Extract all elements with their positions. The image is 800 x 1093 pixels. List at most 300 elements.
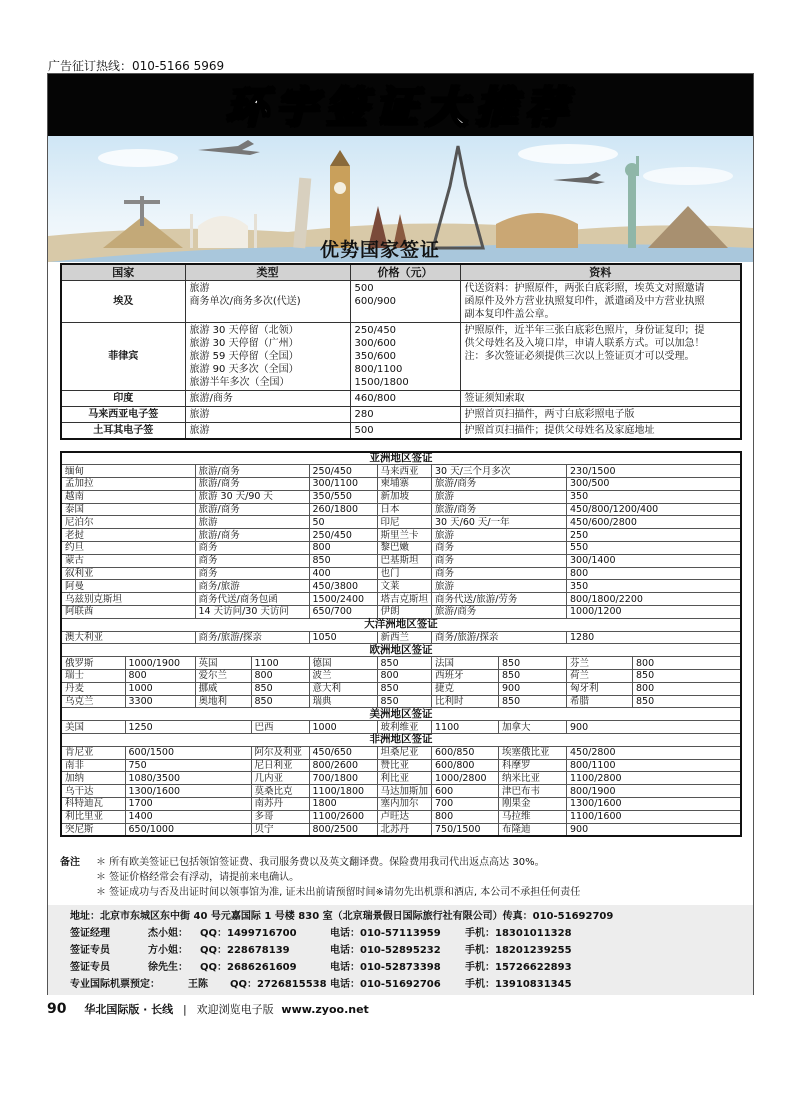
table-cell: 450/3800	[309, 580, 377, 593]
table-cell: 新加坡	[377, 490, 432, 503]
contact-row	[48, 942, 753, 959]
table-cell: 丹麦	[61, 682, 125, 695]
contact-tel: 电话：010-52873398	[330, 962, 441, 973]
table-cell: 1100/2600	[309, 810, 377, 823]
table-cell: 西班牙	[432, 670, 499, 683]
table-cell: 1500/2400	[309, 593, 377, 606]
table-cell: 900	[499, 682, 567, 695]
table-cell: 老挝	[61, 529, 195, 542]
table-cell: 旅游/商务	[195, 503, 309, 516]
airplane-icon	[198, 140, 260, 155]
note-item: ＊ 签证价格经常会有浮动，请提前来电确认。	[96, 872, 300, 883]
country-cell: 土耳其电子签	[61, 423, 185, 440]
table-row	[61, 542, 741, 555]
types-cell	[185, 423, 350, 440]
table-cell: 800/2600	[309, 759, 377, 772]
table-row	[61, 606, 741, 619]
contact-name: 方小姐：	[148, 945, 188, 956]
types-cell	[185, 407, 350, 423]
table-row	[61, 785, 741, 798]
table-row	[61, 529, 741, 542]
table-cell: 800	[432, 810, 499, 823]
region-header-row	[61, 618, 741, 631]
table-row	[61, 465, 741, 478]
table-cell: 650/700	[309, 606, 377, 619]
types-line: 商务单次/商务多次(代送)	[189, 296, 301, 307]
materials-cell	[460, 407, 741, 423]
notes	[60, 855, 580, 900]
contact-mobile: 手机：15726622893	[465, 962, 572, 973]
types-line: 旅游	[189, 283, 210, 294]
table-cell: 750/1500	[432, 823, 499, 836]
region-title: 非洲地区签证	[61, 734, 741, 747]
table-row	[61, 682, 741, 695]
table-cell: 800/1900	[567, 785, 741, 798]
contact-name: 杰小姐：	[148, 928, 188, 939]
table-cell: 850	[251, 695, 309, 708]
table-cell: 捷克	[432, 682, 499, 695]
table-header-row	[61, 264, 741, 281]
table-cell: 600	[432, 785, 499, 798]
table-cell: 850	[633, 695, 741, 708]
table-row	[61, 391, 741, 407]
materials-line: 护照首页扫描件；提供父母姓名及家庭地址	[464, 425, 655, 436]
prices-line: 300/600	[354, 338, 397, 349]
table-cell: 400	[309, 567, 377, 580]
table-cell: 商务	[195, 554, 309, 567]
contact-address: 地址：北京市东城区东中街 40 号元嘉国际 1 号楼 830 室（北京瑞景假日国际旅行社有限公司）传真：010-51692709	[70, 911, 614, 922]
table-row	[61, 746, 741, 759]
table-cell: 印尼	[377, 516, 432, 529]
table-cell: 奥地利	[195, 695, 251, 708]
table-cell: 多哥	[251, 810, 309, 823]
table-cell: 800/1800/2200	[567, 593, 741, 606]
table-cell: 550	[567, 542, 741, 555]
table-cell: 俄罗斯	[61, 657, 125, 670]
separator: |	[183, 1003, 187, 1016]
table-cell: 700/1800	[309, 772, 377, 785]
table-cell: 旅游 30 天/90 天	[195, 490, 309, 503]
table-cell: 1280	[567, 631, 741, 644]
region-title: 美洲地区签证	[61, 708, 741, 721]
prices-line: 460/800	[354, 393, 397, 404]
table-cell: 850	[309, 554, 377, 567]
table-cell: 缅甸	[61, 465, 195, 478]
table-cell: 澳大利亚	[61, 631, 195, 644]
contact-name: 徐先生：	[148, 962, 188, 973]
types-line: 旅游 59 天停留（全国）	[189, 351, 299, 362]
table-cell: 850	[499, 657, 567, 670]
table-cell: 1100	[251, 657, 309, 670]
types-line: 旅游	[189, 425, 210, 436]
table-cell: 加拿大	[499, 721, 567, 734]
table-cell: 1300/1600	[125, 785, 251, 798]
contact-role: 签证经理	[70, 928, 110, 939]
contact-mobile: 手机：18301011328	[465, 928, 572, 939]
table-cell: 800	[567, 567, 741, 580]
table-row	[61, 567, 741, 580]
table-cell: 1100/1800	[309, 785, 377, 798]
table-cell: 法国	[432, 657, 499, 670]
table-cell: 尼日利亚	[251, 759, 309, 772]
types-line: 旅游半年多次（全国）	[189, 377, 290, 388]
banner-title: 环宇签证大推荐	[225, 83, 576, 132]
table-cell: 商务/旅游/探亲	[432, 631, 567, 644]
table-cell: 商务	[195, 567, 309, 580]
table-cell: 纳米比亚	[499, 772, 567, 785]
table-cell: 巴基斯坦	[377, 554, 432, 567]
note-item: ＊ 所有欧美签证已包括领馆签证费、我司服务费以及英文翻译费。保险费用我司代出返点高达 30%。	[96, 857, 545, 868]
table-cell: 约旦	[61, 542, 195, 555]
table-cell: 坦桑尼亚	[377, 746, 432, 759]
table-cell: 商务/旅游/探亲	[195, 631, 309, 644]
table-cell: 南非	[61, 759, 125, 772]
column-header: 价格（元）	[350, 264, 460, 281]
table-cell: 匈牙利	[567, 682, 633, 695]
table-row	[61, 503, 741, 516]
banner	[48, 74, 753, 136]
prices-cell	[350, 281, 460, 323]
prices-cell	[350, 423, 460, 440]
table-cell: 850	[499, 695, 567, 708]
page-number: 90	[47, 1001, 67, 1017]
table-cell: 1080/3500	[125, 772, 251, 785]
table-cell: 250/450	[309, 529, 377, 542]
table-row	[61, 772, 741, 785]
table-cell: 乌干达	[61, 785, 125, 798]
materials-cell	[460, 423, 741, 440]
table-cell: 450/800/1200/400	[567, 503, 741, 516]
table-row	[61, 478, 741, 491]
table-cell: 260/1800	[309, 503, 377, 516]
table-row	[61, 323, 741, 391]
contact-name: 王陈	[188, 979, 208, 990]
table-cell: 300/1400	[567, 554, 741, 567]
region-header-row	[61, 734, 741, 747]
table-cell: 巴西	[251, 721, 309, 734]
column-header: 类型	[185, 264, 350, 281]
table-cell: 蒙古	[61, 554, 195, 567]
types-cell	[185, 281, 350, 323]
table-cell: 莫桑比克	[251, 785, 309, 798]
region-header-row	[61, 644, 741, 657]
table-cell: 850	[633, 670, 741, 683]
table-cell: 商务	[432, 554, 567, 567]
table-cell: 塔吉克斯坦	[377, 593, 432, 606]
table-cell: 爱尔兰	[195, 670, 251, 683]
ad-hotline: 广告征订热线：010-5166 5969	[48, 59, 225, 73]
table-cell: 马达加斯加	[377, 785, 432, 798]
types-cell	[185, 391, 350, 407]
table-cell: 贝宁	[251, 823, 309, 836]
table-row	[61, 593, 741, 606]
contact-qq: QQ：2726815538	[230, 979, 327, 990]
table-cell: 商务代送/商务包函	[195, 593, 309, 606]
table-row	[61, 516, 741, 529]
table-cell: 旅游	[432, 529, 567, 542]
table-cell: 突尼斯	[61, 823, 125, 836]
table-cell: 800	[309, 542, 377, 555]
table-cell: 利比亚	[377, 772, 432, 785]
table-cell: 800	[125, 670, 195, 683]
prices-line: 500	[354, 283, 374, 294]
contact-tel: 电话：010-51692706	[330, 979, 441, 990]
regional-visa-table	[60, 451, 742, 837]
table-cell: 越南	[61, 490, 195, 503]
table-cell: 马拉维	[499, 810, 567, 823]
table-cell: 比利时	[432, 695, 499, 708]
table-cell: 商务	[195, 542, 309, 555]
table-cell: 斯里兰卡	[377, 529, 432, 542]
table-cell: 也门	[377, 567, 432, 580]
country-cell: 菲律宾	[61, 323, 185, 391]
table-cell: 布隆迪	[499, 823, 567, 836]
table-row	[61, 721, 741, 734]
table-cell: 800	[633, 657, 741, 670]
contact-qq: QQ：1499716700	[200, 928, 297, 939]
materials-cell	[460, 281, 741, 323]
table-cell: 刚果金	[499, 798, 567, 811]
contact-row	[48, 959, 753, 976]
table-row	[61, 657, 741, 670]
table-cell: 30 天/60 天/一年	[432, 516, 567, 529]
table-cell: 瑞典	[309, 695, 377, 708]
table-cell: 商务代送/旅游/劳务	[432, 593, 567, 606]
prices-line: 600/900	[354, 296, 397, 307]
table-cell: 塞内加尔	[377, 798, 432, 811]
table-row	[61, 670, 741, 683]
region-header-row	[61, 452, 741, 465]
table-cell: 旅游/商务	[432, 503, 567, 516]
column-header: 国家	[61, 264, 185, 281]
table-cell: 乌克兰	[61, 695, 125, 708]
table-cell: 1700	[125, 798, 251, 811]
website-link[interactable]: www.zyoo.net	[281, 1003, 369, 1016]
country-cell: 马来西亚电子签	[61, 407, 185, 423]
table-cell: 1000/1900	[125, 657, 195, 670]
table-row	[61, 281, 741, 323]
prices-line: 800/1100	[354, 364, 403, 375]
table-cell: 800/1100	[567, 759, 741, 772]
contact-box	[48, 905, 753, 995]
table-row	[61, 695, 741, 708]
table-cell: 黎巴嫩	[377, 542, 432, 555]
table-cell: 1000	[125, 682, 195, 695]
edition-label: 华北国际版 · 长线	[84, 1003, 174, 1016]
table-cell: 1000/2800	[432, 772, 499, 785]
table-cell: 700	[432, 798, 499, 811]
table-cell: 美国	[61, 721, 125, 734]
types-line: 旅游 90 天多次（全国）	[189, 364, 299, 375]
table-row	[61, 631, 741, 644]
contact-role: 签证专员	[70, 962, 110, 973]
table-cell: 350/550	[309, 490, 377, 503]
table-cell: 850	[377, 682, 432, 695]
table-cell: 600/800	[432, 759, 499, 772]
table-cell: 旅游	[432, 580, 567, 593]
table-cell: 荷兰	[567, 670, 633, 683]
table-cell: 旅游/商务	[432, 606, 567, 619]
prices-cell	[350, 323, 460, 391]
note-item: ＊ 签证成功与否及出证时间以领事馆为准, 证未出前请预留时间※请勿先出机票和酒店, 本公司不承担任何责任	[96, 887, 581, 898]
contact-tel: 电话：010-57113959	[330, 928, 441, 939]
materials-line: 代送资料：护照原件，两张白底彩照，埃英文对照邀请	[464, 283, 705, 294]
table-cell: 伊朗	[377, 606, 432, 619]
table-cell: 850	[499, 670, 567, 683]
table-row	[61, 810, 741, 823]
table-cell: 柬埔寨	[377, 478, 432, 491]
table-row	[61, 407, 741, 423]
region-header-row	[61, 708, 741, 721]
table-row	[61, 580, 741, 593]
table-cell: 赞比亚	[377, 759, 432, 772]
table-cell: 意大利	[309, 682, 377, 695]
materials-cell	[460, 323, 741, 391]
contact-row	[48, 925, 753, 942]
notes-label: 备注	[60, 857, 80, 868]
table-cell: 孟加拉	[61, 478, 195, 491]
table-cell: 800	[377, 670, 432, 683]
table-cell: 1000	[309, 721, 377, 734]
region-title: 大洋洲地区签证	[61, 618, 741, 631]
materials-line: 护照原件，近半年三张白底彩色照片，身份证复印；提	[464, 325, 705, 336]
advantage-title: 优势国家签证	[320, 239, 441, 261]
contact-mobile: 手机：18201239255	[465, 945, 572, 956]
table-row	[61, 798, 741, 811]
table-cell: 马来西亚	[377, 465, 432, 478]
table-cell: 文莱	[377, 580, 432, 593]
table-cell: 埃塞俄比亚	[499, 746, 567, 759]
table-cell: 3300	[125, 695, 195, 708]
table-cell: 加纳	[61, 772, 125, 785]
types-line: 旅游 30 天停留（广州）	[189, 338, 299, 349]
prices-line: 250/450	[354, 325, 397, 336]
table-cell: 450/650	[309, 746, 377, 759]
prices-cell	[350, 391, 460, 407]
table-cell: 津巴布韦	[499, 785, 567, 798]
table-cell: 1300/1600	[567, 798, 741, 811]
table-cell: 卢旺达	[377, 810, 432, 823]
prices-cell	[350, 407, 460, 423]
table-cell: 1000/1200	[567, 606, 741, 619]
contact-mobile: 手机：13910831345	[465, 979, 572, 990]
table-cell: 叙利亚	[61, 567, 195, 580]
table-cell: 800/2500	[309, 823, 377, 836]
table-cell: 希腊	[567, 695, 633, 708]
prices-line: 1500/1800	[354, 377, 409, 388]
advantage-visa-table	[60, 263, 742, 440]
table-cell: 科特迪瓦	[61, 798, 125, 811]
table-cell: 1400	[125, 810, 251, 823]
table-cell: 商务/旅游	[195, 580, 309, 593]
table-cell: 阿联酋	[61, 606, 195, 619]
footer	[47, 1001, 369, 1017]
materials-line: 副本复印件盖公章。	[464, 309, 555, 320]
table-cell: 900	[567, 823, 741, 836]
table-cell: 尼泊尔	[61, 516, 195, 529]
types-line: 旅游	[189, 409, 210, 420]
table-cell: 250/450	[309, 465, 377, 478]
table-cell: 旅游/商务	[195, 465, 309, 478]
materials-line: 签证须知索取	[464, 393, 525, 404]
prices-line: 280	[354, 409, 374, 420]
table-cell: 挪威	[195, 682, 251, 695]
table-cell: 商务	[432, 542, 567, 555]
contact-row	[48, 976, 753, 993]
table-cell: 日本	[377, 503, 432, 516]
contact-qq: QQ：228678139	[200, 945, 290, 956]
table-cell: 肯尼亚	[61, 746, 125, 759]
table-cell: 泰国	[61, 503, 195, 516]
table-cell: 1100/1600	[567, 810, 741, 823]
table-cell: 750	[125, 759, 251, 772]
table-cell: 科摩罗	[499, 759, 567, 772]
table-cell: 800	[251, 670, 309, 683]
table-cell: 阿曼	[61, 580, 195, 593]
table-cell: 230/1500	[567, 465, 741, 478]
browse-label: 欢迎浏览电子版	[196, 1003, 274, 1016]
table-cell: 1800	[309, 798, 377, 811]
table-cell: 英国	[195, 657, 251, 670]
table-cell: 德国	[309, 657, 377, 670]
table-cell: 300/1100	[309, 478, 377, 491]
table-cell: 芬兰	[567, 657, 633, 670]
table-cell: 600/1500	[125, 746, 251, 759]
contact-role: 签证专员	[70, 945, 110, 956]
table-cell: 350	[567, 580, 741, 593]
country-cell: 埃及	[61, 281, 185, 323]
table-cell: 350	[567, 490, 741, 503]
table-row	[61, 554, 741, 567]
table-cell: 利比里亚	[61, 810, 125, 823]
materials-cell	[460, 391, 741, 407]
types-line: 旅游 30 天停留（北领）	[189, 325, 299, 336]
materials-line: 注：多次签证必须提供三次以上签证页才可以受理。	[464, 351, 695, 362]
airplane-icon	[553, 172, 605, 184]
table-cell: 1050	[309, 631, 377, 644]
table-cell: 14 天访问/30 天访问	[195, 606, 309, 619]
table-cell: 旅游/商务	[195, 478, 309, 491]
table-cell: 30 天/三个月多次	[432, 465, 567, 478]
table-cell: 玻利维亚	[377, 721, 432, 734]
table-cell: 旅游	[195, 516, 309, 529]
table-cell: 850	[377, 695, 432, 708]
contact-qq: QQ：2686261609	[200, 962, 297, 973]
table-cell: 旅游	[432, 490, 567, 503]
table-cell: 旅游/商务	[195, 529, 309, 542]
region-title: 亚洲地区签证	[61, 452, 741, 465]
table-cell: 650/1000	[125, 823, 251, 836]
country-cell: 印度	[61, 391, 185, 407]
table-cell: 850	[377, 657, 432, 670]
table-cell: 600/850	[432, 746, 499, 759]
table-row	[61, 823, 741, 836]
materials-line: 供父母姓名及入境口岸，申请人联系方式。可以加急！	[464, 338, 705, 349]
prices-line: 500	[354, 425, 374, 436]
types-line: 旅游/商务	[189, 393, 233, 404]
table-cell: 旅游/商务	[432, 478, 567, 491]
materials-line: 函原件及外方营业执照复印件，派遣函及中方营业执照	[464, 296, 705, 307]
prices-line: 350/600	[354, 351, 397, 362]
table-row	[61, 759, 741, 772]
table-cell: 300/500	[567, 478, 741, 491]
table-cell: 1100/2800	[567, 772, 741, 785]
table-cell: 1100	[432, 721, 499, 734]
table-cell: 250	[567, 529, 741, 542]
table-cell: 阿尔及利亚	[251, 746, 309, 759]
table-cell: 450/600/2800	[567, 516, 741, 529]
contact-role: 专业国际机票预定：	[70, 979, 160, 990]
